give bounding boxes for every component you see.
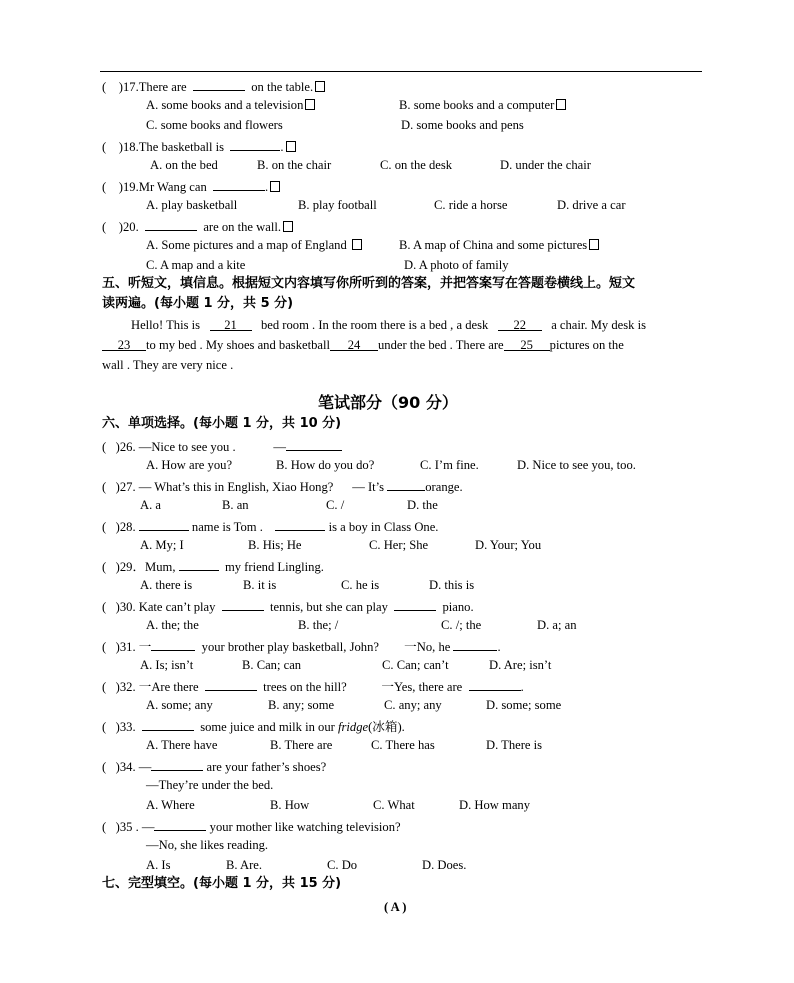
- option-33d: D. There is: [486, 738, 543, 752]
- blank-24[interactable]: 24: [330, 337, 378, 351]
- section5-heading-cont: 读两遍。(每小题 1 分，共 5 分): [102, 296, 294, 311]
- answer-blank[interactable]: [154, 817, 206, 831]
- option-35a: A. Is: [146, 858, 171, 872]
- option-19c: C. ride a horse: [434, 198, 508, 212]
- option-27c: C. /: [326, 498, 345, 512]
- option-34c: C. What: [373, 798, 415, 812]
- answer-blank[interactable]: [213, 177, 265, 191]
- option-33a: A. There have: [146, 738, 218, 752]
- answer-blank[interactable]: [275, 517, 325, 531]
- option-32a: A. some; any: [146, 698, 213, 712]
- box-glyph: [315, 81, 325, 92]
- answer-paren[interactable]: (: [102, 80, 107, 94]
- option-30c: C. /; the: [441, 618, 482, 632]
- option-20d: D. A photo of family: [404, 258, 509, 272]
- option-29c: C. he is: [341, 578, 380, 592]
- option-31d: D. Are; isn’t: [489, 658, 552, 672]
- question-32: ( )32. 一Are there trees on the hill? 一Yes, there are .: [102, 677, 524, 695]
- option-27d: D. the: [407, 498, 438, 512]
- option-29b: B. it is: [243, 578, 277, 592]
- option-17c: C. some books and flowers: [146, 118, 283, 132]
- question-19: ( )19.Mr Wang can .: [102, 177, 280, 195]
- option-20a: A. Some pictures and a map of England: [146, 237, 362, 253]
- passage-line-3: wall . They are very nice .: [102, 358, 234, 372]
- option-31c: C. Can; can’t: [382, 658, 449, 672]
- answer-blank[interactable]: [179, 557, 219, 571]
- option-32b: B. any; some: [268, 698, 335, 712]
- question-34: ( )34. — are your father’s shoes?: [102, 757, 326, 775]
- option-18a: A. on the bed: [150, 158, 218, 172]
- header-rule: [100, 71, 702, 72]
- answer-blank[interactable]: [151, 637, 195, 651]
- answer-blank[interactable]: [193, 77, 245, 91]
- answer-blank[interactable]: [453, 637, 497, 651]
- option-31b: B. Can; can: [242, 658, 302, 672]
- question-30: ( )30. Kate can’t play tennis, but she can play piano.: [102, 597, 474, 615]
- answer-blank[interactable]: [222, 597, 264, 611]
- question-35: ( )35 . — your mother like watching television?: [102, 817, 401, 835]
- passage-line-1: Hello! This is 21 bed room . In the room there is a bed , a desk 22 a chair. My desk is: [131, 318, 646, 332]
- option-18b: B. on the chair: [257, 158, 332, 172]
- question-20: ( )20. are on the wall.: [102, 217, 293, 235]
- option-19b: B. play football: [298, 198, 377, 212]
- answer-blank[interactable]: [151, 757, 203, 771]
- box-glyph: [352, 239, 362, 250]
- question-33: ( )33. some juice and milk in our fridge(冰箱).: [102, 717, 405, 735]
- option-19a: A. play basketball: [146, 198, 238, 212]
- option-20b: B. A map of China and some pictures: [399, 237, 599, 253]
- box-glyph: [305, 99, 315, 110]
- option-26a: A. How are you?: [146, 458, 233, 472]
- option-30b: B. the; /: [298, 618, 339, 632]
- option-27b: B. an: [222, 498, 249, 512]
- answer-blank[interactable]: [230, 137, 280, 151]
- question-27: ( )27. — What’s this in English, Xiao Hong? — It’s orange.: [102, 477, 463, 495]
- question-17: ( )17.There are on the table.: [102, 77, 325, 95]
- question-18: ( )18.The basketball is .: [102, 137, 296, 155]
- answer-blank[interactable]: [387, 477, 425, 491]
- option-28b: B. His; He: [248, 538, 302, 552]
- answer-blank[interactable]: [469, 677, 521, 691]
- question-28: ( )28. name is Tom . is a boy in Class One.: [102, 517, 438, 535]
- option-35c: C. Do: [327, 858, 358, 872]
- blank-21[interactable]: 21: [210, 317, 252, 331]
- section6-heading: 六、单项选择。(每小题 1 分，共 10 分): [102, 416, 342, 431]
- option-32d: D. some; some: [486, 698, 562, 712]
- option-17b: B. some books and a computer: [399, 97, 566, 113]
- answer-blank[interactable]: [394, 597, 436, 611]
- option-20c: C. A map and a kite: [146, 258, 246, 272]
- option-34d: D. How many: [459, 798, 531, 812]
- question-29: ( )29．Mum, my friend Lingling.: [102, 557, 324, 575]
- option-35b: B. Are.: [226, 858, 263, 872]
- option-29a: A. there is: [140, 578, 193, 592]
- option-33b: B. There are: [270, 738, 333, 752]
- option-29d: D. this is: [429, 578, 475, 592]
- option-19d: D. drive a car: [557, 198, 626, 212]
- option-26b: B. How do you do?: [276, 458, 375, 472]
- answer-blank[interactable]: [139, 517, 189, 531]
- option-32c: C. any; any: [384, 698, 442, 712]
- option-17d: D. some books and pens: [401, 118, 524, 132]
- option-33c: C. There has: [371, 738, 435, 752]
- option-18d: D. under the chair: [500, 158, 591, 172]
- section7-heading: 七、完型填空。(每小题 1 分，共 15 分): [102, 876, 342, 891]
- option-31a: A. Is; isn’t: [140, 658, 194, 672]
- answer-blank[interactable]: [145, 217, 197, 231]
- option-26d: D. Nice to see you, too.: [517, 458, 636, 472]
- option-30a: A. the; the: [146, 618, 199, 632]
- written-part-title: 笔试部分（90 分）: [318, 393, 458, 412]
- part-a-label: ( A ): [384, 900, 407, 914]
- box-glyph: [556, 99, 566, 110]
- question-26: ( )26. —Nice to see you . —: [102, 437, 342, 455]
- option-34b: B. How: [270, 798, 310, 812]
- question-31: ( )31. 一 your brother play basketball, John? 一No, he .: [102, 637, 501, 655]
- reply-35: —No, she likes reading.: [146, 838, 269, 852]
- box-glyph: [283, 221, 293, 232]
- box-glyph: [286, 141, 296, 152]
- blank-23[interactable]: 23: [102, 337, 146, 351]
- option-30d: D. a; an: [537, 618, 577, 632]
- box-glyph: [270, 181, 280, 192]
- answer-blank[interactable]: [205, 677, 257, 691]
- section5-heading: 五、听短文，填信息。根据短文内容填写你所听到的答案，并把答案写在答题卷横线上。短文: [102, 276, 636, 291]
- answer-blank[interactable]: [286, 437, 342, 451]
- option-17a: A. some books and a television: [146, 97, 315, 113]
- blank-22[interactable]: 22: [498, 317, 542, 331]
- passage-line-2: 23 to my bed . My shoes and basketball 24 under the bed . There are 25 pictures on the: [102, 337, 624, 353]
- option-18c: C. on the desk: [380, 158, 453, 172]
- option-26c: C. I’m fine.: [420, 458, 479, 472]
- reply-34: —They’re under the bed.: [146, 778, 274, 792]
- option-28c: C. Her; She: [369, 538, 429, 552]
- option-35d: D. Does.: [422, 858, 467, 872]
- option-34a: A. Where: [146, 798, 195, 812]
- box-glyph: [589, 239, 599, 250]
- blank-25[interactable]: 25: [504, 337, 550, 351]
- option-28d: D. Your; You: [475, 538, 542, 552]
- answer-blank[interactable]: [142, 717, 194, 731]
- option-27a: A. a: [140, 498, 161, 512]
- option-28a: A. My; I: [140, 538, 184, 552]
